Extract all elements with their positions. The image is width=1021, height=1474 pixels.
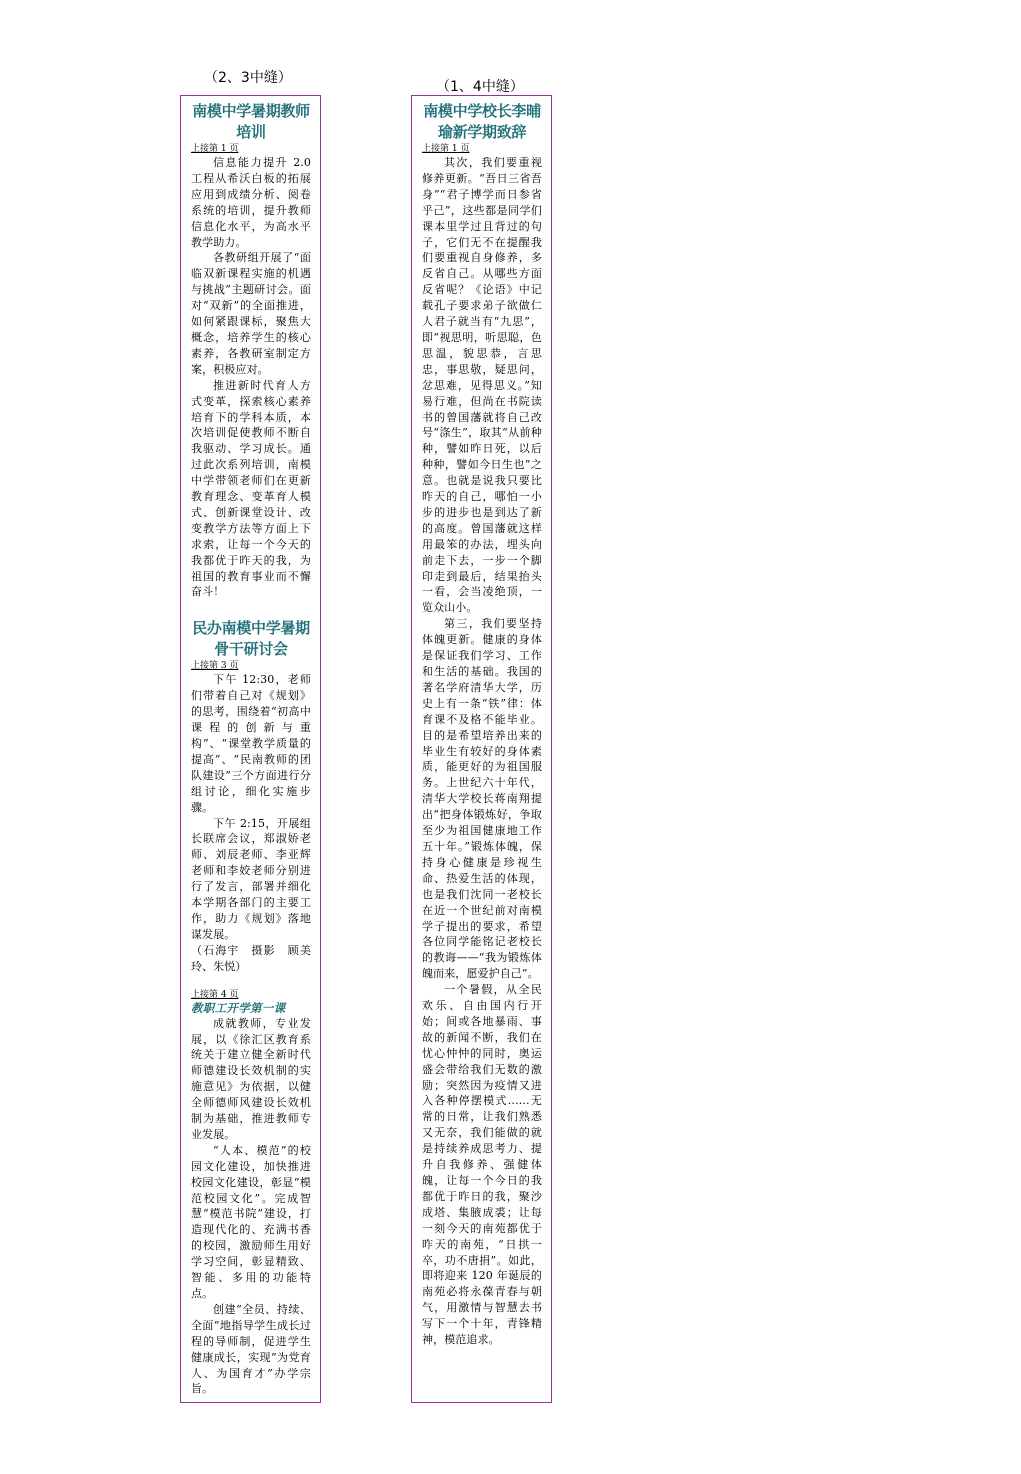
article-title: 民办南模中学暑期骨干研讨会 [192,619,310,659]
left-column [180,95,321,1403]
paragraph: 推进新时代育人方式变革，探索核心素养培育下的学科本质，本次培训促使教师不断自我驱动、学习成长。通过此次系列培训，南模中学带领老师们在更新教育理念、变革育人模式、创新课堂设计、改变教学方法等方面上下求索，让每一个今天的我都优于昨天的我，为祖国的教育事业而不懈奋斗！ [191,378,311,599]
article-backbone-seminar [191,618,311,974]
paragraph: 各教研组开展了“面临双新课程实施的机遇与挑战”主题研讨会。面对“双新”的全面推进，如何紧跟课标，聚焦大概念，培养学生的核心素养，各教研室制定方案，积极应对。 [191,251,311,376]
article-title: 教职工开学第一课 [191,1000,286,1015]
continued-note: 上接第 1 页 [422,144,470,154]
paragraph: 一个暑假，从全民欢乐、自由国内行开始；间或各地暴雨、事故的新闻不断，我们在忧心忡忡的同时，奥运盛会带给我们无数的激励；突然因为疫情又进入各种停摆模式……无常的日常，让我们熟悉又无奈，我们能做的就是持续养成思考力、提升自我修养、强健体魄，让每一个今日的我都优于昨日的我，聚沙成塔、集腋成裘；让每一刻今天的南苑都优于昨天的南苑，“日拱一卒，功不唐捐”。如此，即将迎来 120 年诞辰的南苑必将永葆青春与朝气，用激情与智慧去书写下一个十年，青锋精神，模范追求。 [422,983,542,1347]
continued-note: 上接第 3 页 [191,661,239,672]
paragraph: 下午 12:30，老师们带着自己对《规划》的思考，围绕着“初高中课程的创新与重构”、“课堂教学质量的提高”、“民南教师的团队建设”三个方面进行分组讨论，细化实施步骤。 [191,673,311,814]
paragraph: 成就教师，专业发展，以《徐汇区教育系统关于建立健全新时代师德建设长效机制的实施意见》为依据，以健全师德师风建设长效机制为基础，推进教师专业发展。 [191,1016,311,1141]
paragraph: 信息能力提升 2.0 工程从希沃白板的拓展应用到成绩分析、阅卷系统的培训，提升教师信息化水平，为高水平教学助力。 [191,156,311,249]
paragraph: 第三，我们要坚持体魄更新。健康的身体是保证我们学习、工作和生活的基础。我国的著名学府清华大学，历史上有一条“铁”律：体育课不及格不能毕业。目的是希望培养出来的毕业生有较好的身体素质，能更好的为祖国服务。上世纪六十年代，清华大学校长蒋南翔提出“把身体锻炼好，争取至少为祖国健康地工作五十年。”锻炼体魄，保持身心健康是珍视生命、热爱生活的体现，也是我们沈同一老校长在近一个世纪前对南模学子提出的要求，希望各位同学能铭记老校长的教诲——“我为锻炼体魄而来，愿爱护自己”。 [422,617,542,981]
paragraph: 下午 2:15，开展组长联席会议，郑淑娇老师、刘辰老师、李亚辉老师和李姣老师分别进行了发言，部署并细化本学期各部门的主要工作，助力《规划》落地谋发展。 [191,816,311,941]
right-column-label: （1、4中缝） [436,79,524,95]
right-column [411,95,552,1403]
article-principal-speech [422,101,542,1348]
paragraph: 创建“全员、持续、全面”地指导学生成长过程的导师制，促进学生健康成长，实现“为党育人、为国育才”办学宗旨。 [191,1302,311,1396]
article-title: 南模中学暑期教师培训 [192,102,310,141]
article-staff-first-lesson [191,990,311,1398]
paragraph: 其次，我们要重视修养更新。“吾日三省吾身”“君子博学而日参省乎己”，这些都是同学们课本里学过且背过的句子，它们无不在提醒我们要重视自身修养，多反省自己。从哪些方面反省呢？《论语》中记载孔子要求弟子欲做仁人君子就当有“九思”，即“视思明，听思聪，色思温，貌思恭，言思忠，事思敬，疑思问，忿思难，见得思义。”知易行难，但尚在书院读书的曾国藩就将自己改号“涤生”，取其“从前种种，譬如昨日死，以后种种，譬如今日生也”之意。也就是说我只要比昨天的自己，哪怕一小步的进步也是到达了新的高度。曾国藩就这样用最笨的办法，埋头向前走下去，一步一个脚印走到最后，结果抬头一看，会当凌绝顶，一览众山小。 [422,156,542,615]
continued-note: 上接第 4 页 [191,989,239,1000]
continued-note: 上接第 1 页 [191,144,239,154]
photo-credit: （石海宇 摄影 顾美玲、朱悦） [191,943,311,973]
article-teacher-training [191,101,311,600]
article-title: 南模中学校长李晡瑜新学期致辞 [423,102,541,141]
paragraph: “人本、模范”的校园文化建设，加快推进校园文化建设，彰显“模范校园文化”。完成智慧“模范书院”建设，打造现代化的、充满书香的校园，激励师生用好学习空间，彰显精致、智能、多用的功能特点。 [191,1143,311,1300]
left-column-label: （2、3中缝） [204,70,292,86]
